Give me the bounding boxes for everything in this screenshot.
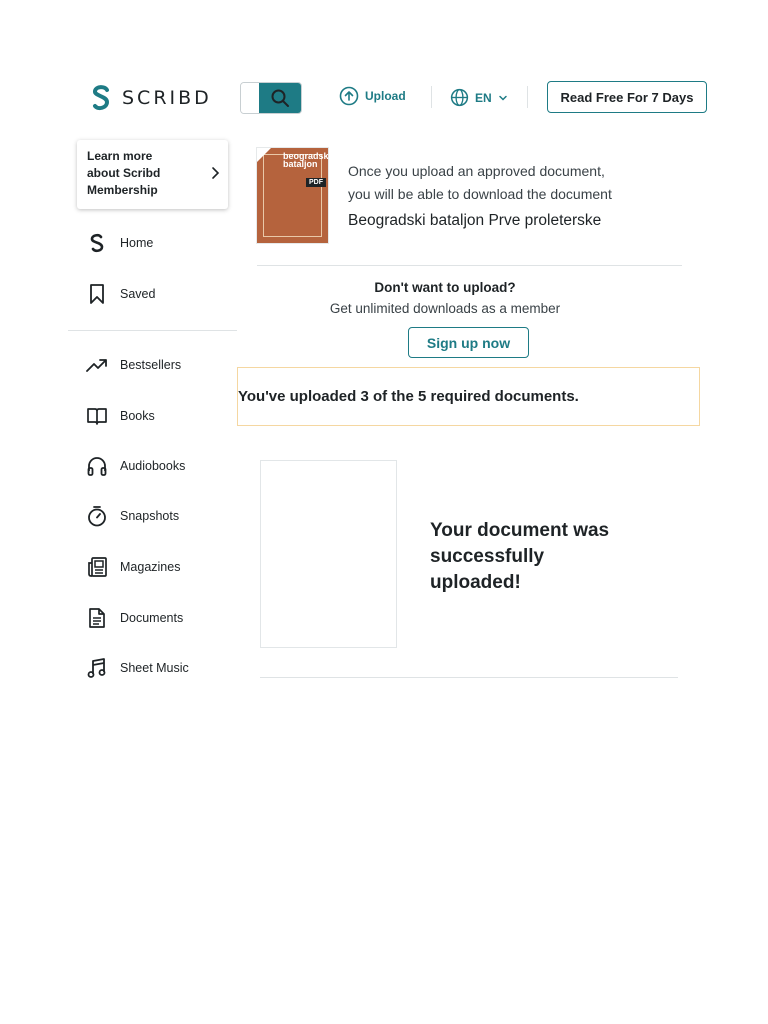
sidebar-item-snapshots[interactable] bbox=[86, 505, 179, 527]
header-divider bbox=[431, 86, 432, 108]
read-free-button[interactable]: Read Free For 7 Days bbox=[547, 81, 707, 113]
book-icon bbox=[86, 405, 108, 427]
sidebar-item-label: Saved bbox=[120, 287, 156, 301]
trending-icon bbox=[86, 354, 108, 376]
sidebar-item-saved[interactable] bbox=[86, 283, 155, 305]
sidebar-item-documents[interactable] bbox=[86, 607, 183, 629]
scribd-icon bbox=[86, 232, 108, 254]
search-icon bbox=[270, 88, 290, 108]
cta-subtitle: Get unlimited downloads as a member bbox=[329, 301, 561, 316]
sidebar-item-label: Snapshots bbox=[120, 509, 180, 523]
success-message: Your document was successfully uploaded! bbox=[430, 520, 610, 593]
cta-question: Don't want to upload? bbox=[374, 280, 516, 295]
sidebar-item-label: Documents bbox=[120, 611, 184, 625]
pdf-badge: PDF bbox=[306, 178, 326, 187]
sidebar-item-books[interactable] bbox=[86, 405, 155, 427]
search-input[interactable] bbox=[241, 83, 259, 113]
sidebar-item-label: Books bbox=[120, 409, 155, 423]
logo-text: SCRIBD bbox=[122, 87, 212, 109]
upload-info-line1: Once you upload an approved document, bbox=[348, 163, 605, 179]
upload-info bbox=[348, 160, 612, 206]
thumbnail-fold bbox=[257, 148, 271, 162]
thumbnail-title: beogradski bataljon bbox=[283, 151, 332, 169]
sidebar-item-label: Magazines bbox=[120, 560, 181, 574]
sidebar-item-label: Audiobooks bbox=[120, 459, 186, 473]
document-icon bbox=[86, 607, 108, 629]
magazine-icon bbox=[86, 556, 108, 578]
upload-progress-notice: You've uploaded 3 of the 5 required documents. bbox=[237, 367, 700, 426]
sidebar-item-magazines[interactable] bbox=[86, 556, 180, 578]
upload-icon bbox=[339, 86, 359, 106]
membership-card-text: Learn more about Scribd Membership bbox=[87, 149, 161, 197]
globe-icon bbox=[450, 88, 469, 107]
upload-label: Upload bbox=[365, 89, 406, 103]
language-label: EN bbox=[475, 90, 492, 105]
sidebar-item-sheet-music[interactable] bbox=[86, 657, 189, 679]
sidebar-item-audiobooks[interactable] bbox=[86, 455, 185, 477]
scribd-logo[interactable] bbox=[90, 84, 212, 112]
scribd-logo-icon bbox=[90, 84, 112, 112]
uploaded-document-preview bbox=[260, 460, 397, 648]
upload-button[interactable] bbox=[339, 86, 406, 106]
section-divider bbox=[260, 677, 678, 678]
membership-cta bbox=[257, 280, 633, 316]
header-divider bbox=[527, 86, 528, 108]
bookmark-icon bbox=[86, 283, 108, 305]
search-box[interactable] bbox=[240, 82, 302, 114]
document-thumbnail[interactable] bbox=[257, 148, 332, 243]
sidebar-item-label: Home bbox=[120, 236, 154, 250]
chevron-down-icon bbox=[498, 93, 508, 103]
sidebar-item-label: Bestsellers bbox=[120, 358, 182, 372]
music-icon bbox=[86, 657, 108, 679]
sidebar-item-label: Sheet Music bbox=[120, 661, 189, 675]
headphones-icon bbox=[86, 455, 108, 477]
upload-info-line2: you will be able to download the document bbox=[348, 186, 612, 202]
sign-up-button[interactable]: Sign up now bbox=[408, 327, 529, 358]
document-title[interactable]: Beogradski bataljon Prve proleterske bbox=[348, 212, 602, 229]
membership-card[interactable] bbox=[77, 140, 228, 209]
search-button[interactable] bbox=[259, 83, 301, 113]
stopwatch-icon bbox=[86, 505, 108, 527]
sidebar-item-bestsellers[interactable] bbox=[86, 354, 181, 376]
chevron-right-icon bbox=[210, 166, 220, 180]
section-divider bbox=[257, 265, 682, 266]
sidebar-item-home[interactable] bbox=[86, 232, 153, 254]
sidebar-divider bbox=[68, 330, 237, 331]
language-selector[interactable] bbox=[450, 88, 508, 107]
